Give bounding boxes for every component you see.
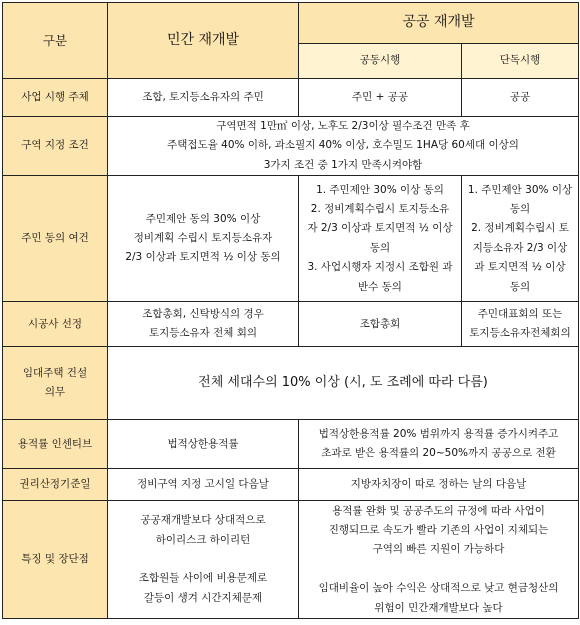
operator-private: 조합, 토지등소유자의 주민 — [108, 79, 299, 117]
far-public — [299, 420, 579, 469]
features-public — [299, 501, 579, 619]
consent-joint-line: 1. 주민제안 30% 이상 동의 — [316, 183, 444, 196]
consent-joint-line: 동의 — [369, 241, 391, 254]
consent-sole-line: 2. 정비계획수립시 토 — [471, 222, 569, 235]
consent-private-line: 정비계획 수립시 토지등소유자 — [133, 232, 273, 245]
features-private-line: 공공재개발보다 상대적으로 — [140, 514, 266, 527]
rental-label-line: 임대주택 건설 — [22, 366, 88, 379]
features-public-line — [302, 560, 575, 579]
label-operator: 사업 시행 주체 — [3, 79, 108, 117]
label-far: 용적률 인센티브 — [3, 420, 108, 469]
features-private-line: 갈등이 생겨 시간지체문제 — [143, 591, 263, 604]
consent-joint-line: 3. 사업시행자 지정시 조합원 과 — [307, 261, 453, 274]
label-rights: 권리산정기준일 — [3, 469, 108, 501]
zone-conditions — [108, 117, 579, 176]
consent-joint — [299, 176, 462, 302]
rental-label-line: 의무 — [44, 386, 66, 399]
contractor-sole-line: 주민대표회의 또는 — [477, 307, 563, 320]
features-public-line: 구역의 빠른 지원이 가능하다 — [372, 543, 505, 556]
label-zone: 구역 지정 조건 — [3, 117, 108, 176]
consent-sole-line: 과 토지면적 ½ 이상 — [474, 261, 566, 274]
zone-line: 주택접도율 40% 이하, 과소필지 40% 이상, 호수밀도 1HA당 60세대 이상의 — [167, 139, 519, 152]
far-public-line: 초과로 받은 용적률의 20~50%까지 공공으로 전환 — [321, 447, 556, 460]
consent-private-line: 주민제안 동의 30% 이상 — [145, 212, 261, 225]
label-consent: 주민 동의 여건 — [3, 176, 108, 302]
contractor-private-line: 토지등소유자 전체 회의 — [148, 327, 258, 340]
far-private: 법적상한용적률 — [108, 420, 299, 469]
header-sole: 단독시행 — [462, 44, 579, 79]
features-public-line: 용적률 완화 및 공공주도의 규정에 따라 사업이 — [332, 504, 545, 517]
label-contractor: 시공사 선정 — [3, 302, 108, 347]
rights-private: 정비구역 지정 고시일 다음날 — [108, 469, 299, 501]
features-private-line: 하이리스크 하이리턴 — [155, 533, 251, 546]
consent-private-line: 2/3 이상과 토지면적 ½ 이상 동의 — [125, 251, 281, 264]
rights-public: 지방자치장이 따로 정하는 날의 다음날 — [299, 469, 579, 501]
header-private: 민간 재개발 — [108, 3, 299, 79]
contractor-sole — [462, 302, 579, 347]
operator-sole: 공공 — [462, 79, 579, 117]
consent-joint-line: 2. 정비계획수립시 토지등소유 — [310, 202, 450, 215]
consent-sole-line: 동의 — [509, 280, 531, 293]
contractor-joint: 조합총회 — [299, 302, 462, 347]
contractor-private — [108, 302, 299, 347]
zone-line: 3가지 조건 중 1가지 만족시켜야함 — [263, 158, 423, 171]
header-category: 구분 — [3, 3, 108, 79]
features-public-line: 위험이 민간재개발보다 높다 — [374, 601, 503, 614]
consent-private — [108, 176, 299, 302]
operator-joint: 주민 + 공공 — [299, 79, 462, 117]
consent-sole — [462, 176, 579, 302]
features-private-line — [111, 550, 295, 569]
far-public-line: 법적상한용적률 20% 범위까지 용적률 증가시켜주고 — [318, 427, 559, 440]
label-rental — [3, 347, 108, 420]
header-joint: 공동시행 — [299, 44, 462, 79]
zone-line: 구역면적 1만㎡ 이상, 노후도 2/3이상 필수조건 만족 후 — [216, 120, 470, 132]
rental-value: 전체 세대수의 10% 이상 (시, 도 조례에 따라 다름) — [108, 347, 579, 420]
comparison-table — [2, 2, 579, 619]
consent-joint-line: 자 2/3 이상과 토지면적 ½ 이상 — [307, 222, 453, 235]
contractor-sole-line: 토지등소유자전체회의 — [469, 327, 571, 340]
consent-sole-line: 1. 주민제안 30% 이상 — [467, 183, 573, 196]
consent-sole-line: 지등소유자 2/3 이상 — [472, 241, 568, 254]
features-public-line: 진행되므로 속도가 빨라 기존의 사업이 지체되는 — [328, 523, 549, 536]
features-private — [108, 501, 299, 619]
label-features: 특징 및 장단점 — [3, 501, 108, 619]
features-private-line: 조합원들 사이에 비용문제로 — [138, 572, 268, 585]
contractor-private-line: 조합총회, 신탁방식의 경우 — [142, 307, 264, 320]
header-public: 공공 재개발 — [299, 3, 579, 44]
consent-sole-line: 동의 — [509, 202, 531, 215]
features-public-line: 임대비율이 높아 수익은 상대적으로 낮고 현금청산의 — [318, 582, 559, 595]
consent-joint-line: 반수 동의 — [358, 280, 402, 293]
